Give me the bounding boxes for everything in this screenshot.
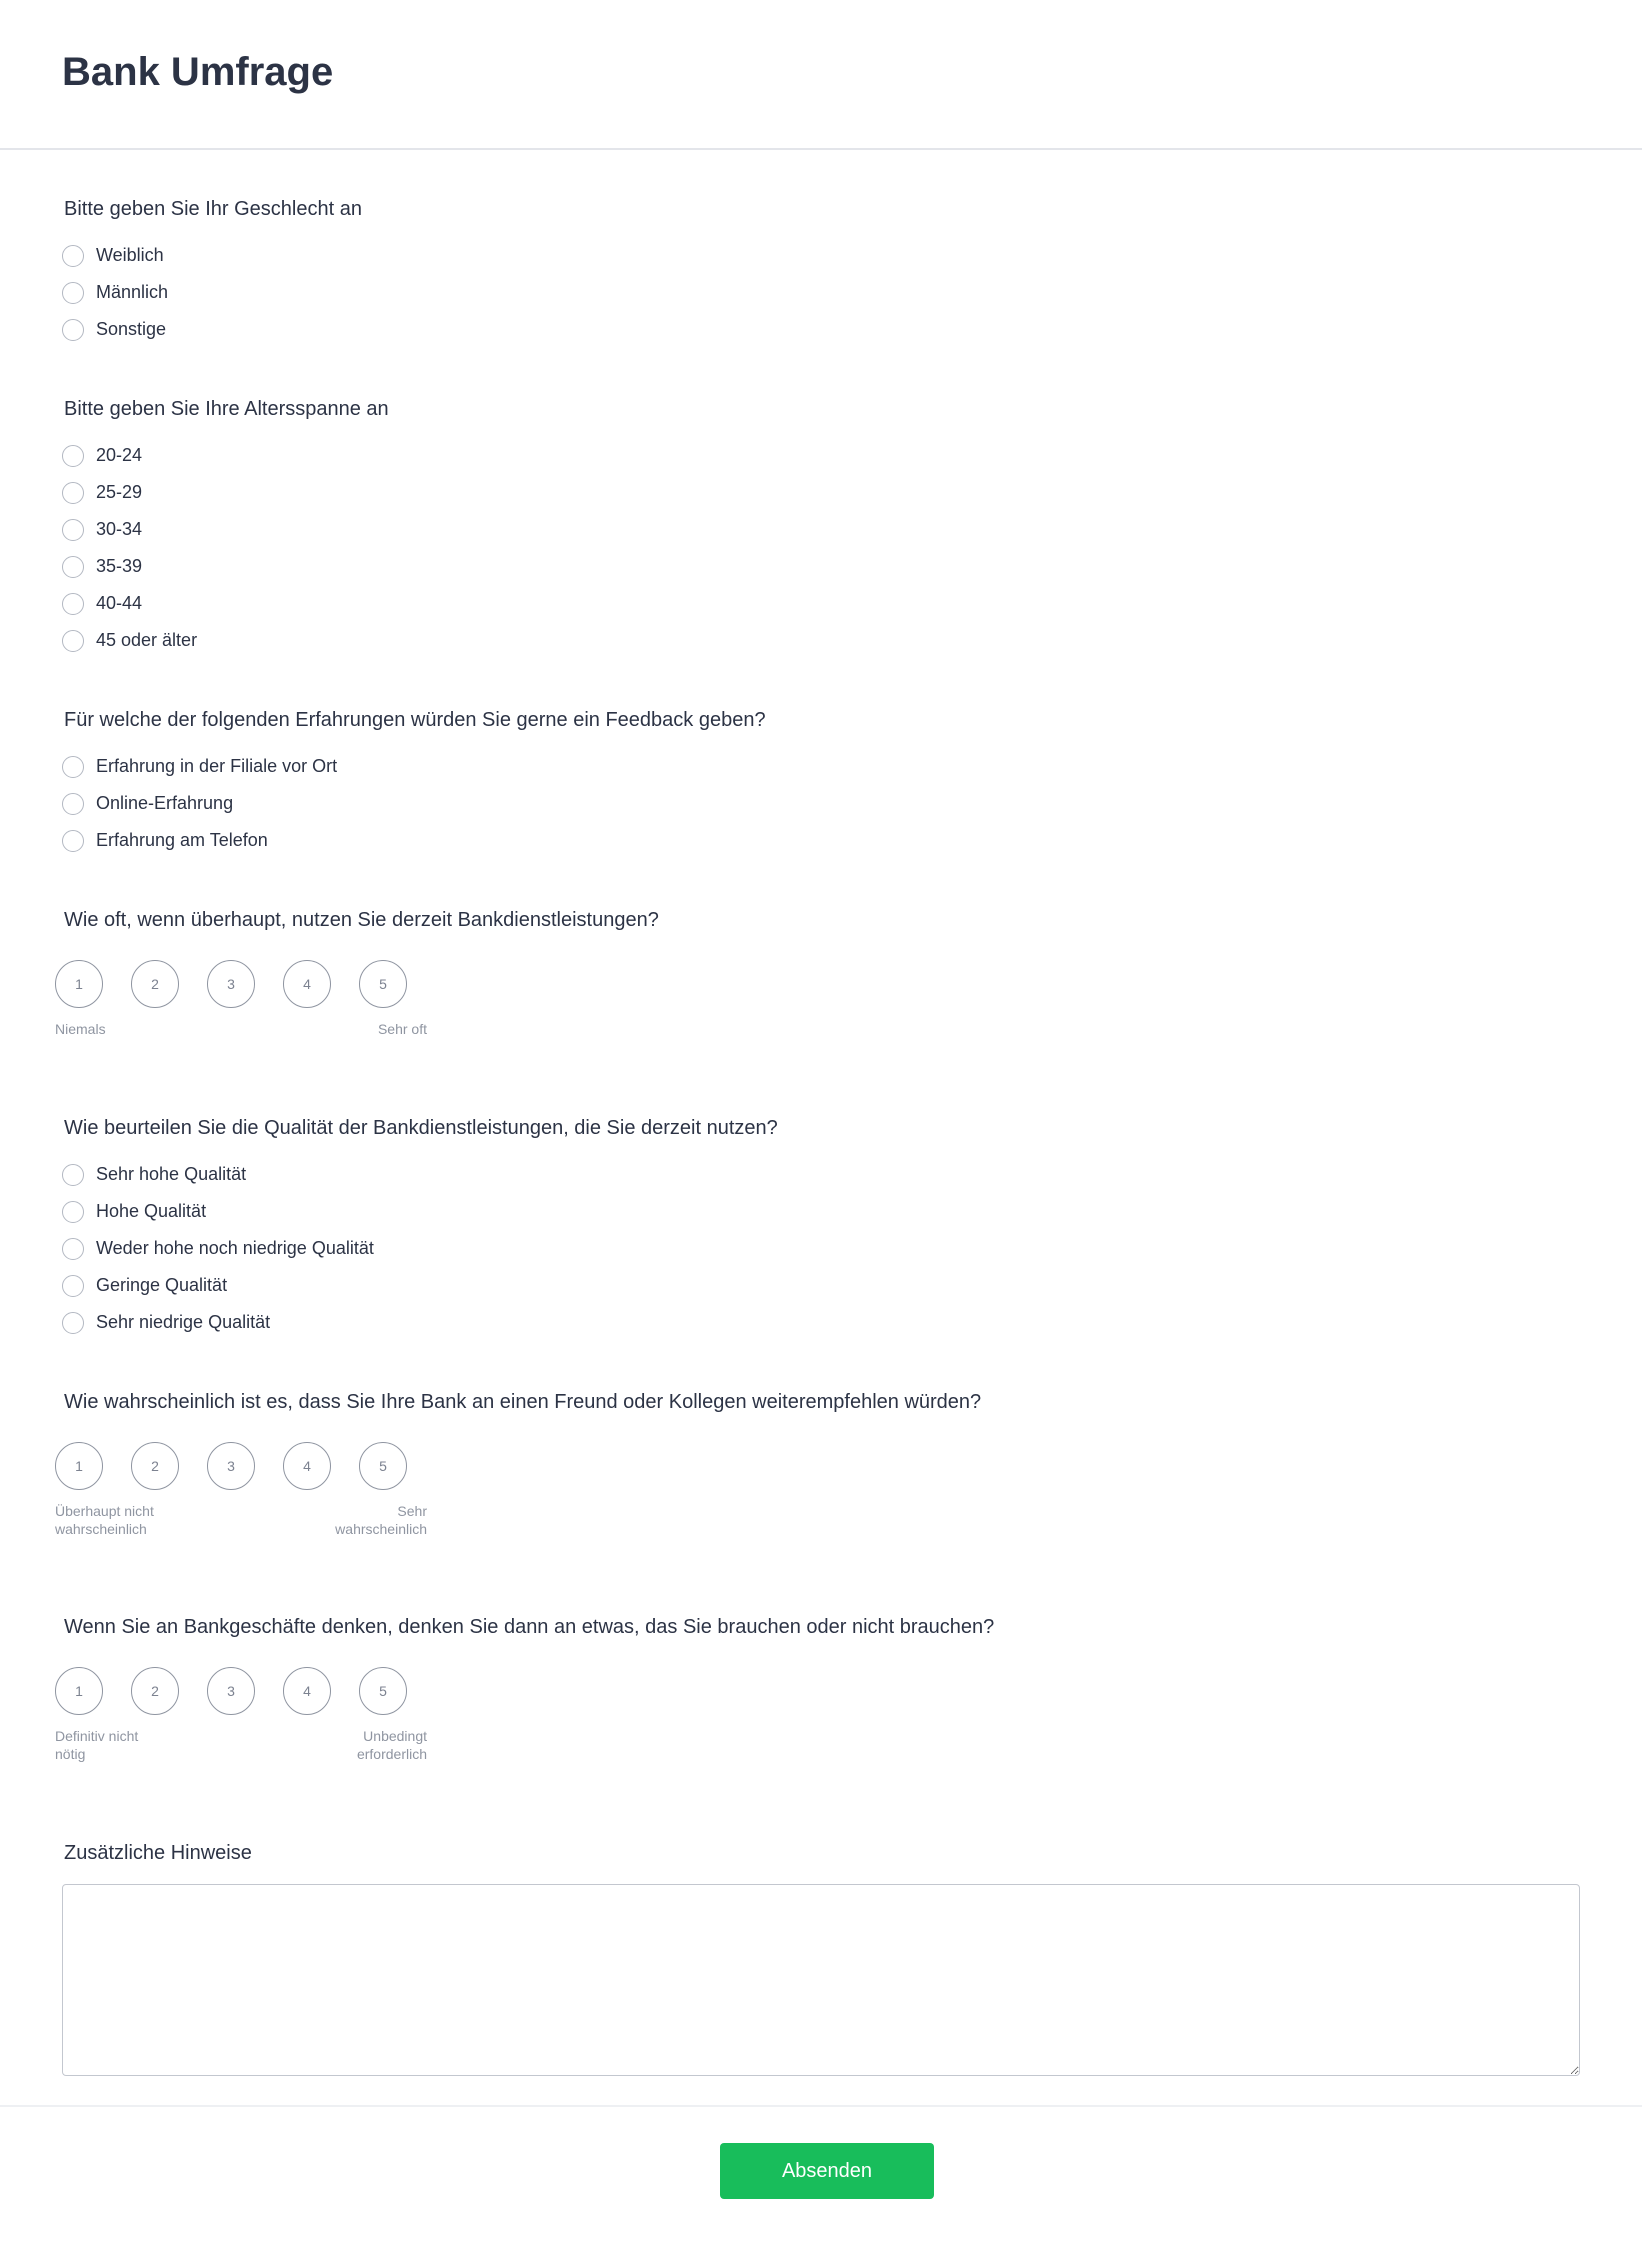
rating-scale — [55, 1442, 425, 1542]
scale-option-3[interactable]: 3 — [207, 1442, 255, 1490]
scale-option-3[interactable]: 3 — [207, 960, 255, 1008]
radio-button[interactable] — [62, 445, 84, 467]
radio-button[interactable] — [62, 593, 84, 615]
experience-option[interactable]: Online-Erfahrung — [62, 785, 766, 822]
age-option[interactable]: 40-44 — [62, 585, 389, 622]
radio-button[interactable] — [62, 793, 84, 815]
radio-button[interactable] — [62, 1164, 84, 1186]
radio-button[interactable] — [62, 830, 84, 852]
form-footer — [0, 2105, 1642, 2246]
quality-option[interactable]: Sehr hohe Qualität — [62, 1156, 778, 1193]
quality-option[interactable]: Hohe Qualität — [62, 1193, 778, 1230]
notes-textarea[interactable] — [62, 1884, 1580, 2076]
question-label: Bitte geben Sie Ihr Geschlecht an — [64, 198, 362, 220]
experience-option[interactable]: Erfahrung in der Filiale vor Ort — [62, 748, 766, 785]
radio-button[interactable] — [62, 319, 84, 341]
form-title: Bank Umfrage — [62, 50, 334, 94]
gender-option-maennlich[interactable]: Männlich — [62, 274, 362, 311]
radio-button[interactable] — [62, 1238, 84, 1260]
scale-option-1[interactable]: 1 — [55, 1442, 103, 1490]
question-gender — [62, 198, 362, 348]
radio-button[interactable] — [62, 556, 84, 578]
scale-min-label: Niemals — [55, 1021, 106, 1037]
question-quality — [62, 1117, 778, 1341]
scale-option-4[interactable]: 4 — [283, 1667, 331, 1715]
scale-min-label: Definitiv nicht nötig — [55, 1728, 139, 1762]
radio-button[interactable] — [62, 1312, 84, 1334]
experience-option[interactable]: Erfahrung am Telefon — [62, 822, 766, 859]
radio-button[interactable] — [62, 756, 84, 778]
rating-scale — [55, 1667, 425, 1767]
gender-option-weiblich[interactable]: Weiblich — [62, 237, 362, 274]
scale-option-4[interactable]: 4 — [283, 960, 331, 1008]
question-label: Bitte geben Sie Ihre Altersspanne an — [64, 398, 389, 420]
age-option[interactable]: 25-29 — [62, 474, 389, 511]
scale-option-2[interactable]: 2 — [131, 960, 179, 1008]
radio-button[interactable] — [62, 630, 84, 652]
scale-option-3[interactable]: 3 — [207, 1667, 255, 1715]
question-label: Wie beurteilen Sie die Qualität der Bankdienstleistungen, die Sie derzeit nutzen? — [64, 1117, 778, 1139]
scale-max-label: Sehr oft — [377, 1021, 427, 1037]
radio-button[interactable] — [62, 282, 84, 304]
question-label: Zusätzliche Hinweise — [64, 1842, 252, 1864]
scale-max-label: Unbedingt erforderlich — [356, 1728, 427, 1762]
radio-button[interactable] — [62, 1201, 84, 1223]
scale-option-5[interactable]: 5 — [359, 1442, 407, 1490]
question-age — [62, 398, 389, 659]
radio-button[interactable] — [62, 519, 84, 541]
scale-option-2[interactable]: 2 — [131, 1442, 179, 1490]
quality-option[interactable]: Weder hohe noch niedrige Qualität — [62, 1230, 778, 1267]
age-option[interactable]: 20-24 — [62, 437, 389, 474]
scale-option-1[interactable]: 1 — [55, 1667, 103, 1715]
submit-button[interactable]: Absenden — [720, 2143, 934, 2199]
age-option[interactable]: 45 oder älter — [62, 622, 389, 659]
scale-min-label: Überhaupt nicht wahrscheinlich — [55, 1503, 154, 1537]
scale-option-2[interactable]: 2 — [131, 1667, 179, 1715]
scale-option-5[interactable]: 5 — [359, 1667, 407, 1715]
radio-button[interactable] — [62, 1275, 84, 1297]
quality-option[interactable]: Sehr niedrige Qualität — [62, 1304, 778, 1341]
radio-button[interactable] — [62, 482, 84, 504]
question-notes — [62, 1842, 252, 1865]
question-need — [55, 1616, 995, 1767]
question-label: Wenn Sie an Bankgeschäfte denken, denken Sie dann an etwas, das Sie brauchen oder nicht brauchen? — [64, 1616, 995, 1638]
rating-scale — [55, 960, 425, 1060]
quality-option[interactable]: Geringe Qualität — [62, 1267, 778, 1304]
scale-option-1[interactable]: 1 — [55, 960, 103, 1008]
scale-option-4[interactable]: 4 — [283, 1442, 331, 1490]
question-label: Wie oft, wenn überhaupt, nutzen Sie derzeit Bankdienstleistungen? — [64, 909, 659, 931]
radio-button[interactable] — [62, 245, 84, 267]
form-header — [0, 0, 1642, 150]
age-option[interactable]: 30-34 — [62, 511, 389, 548]
question-recommend — [55, 1391, 982, 1542]
question-label: Für welche der folgenden Erfahrungen würden Sie gerne ein Feedback geben? — [64, 709, 766, 731]
question-label: Wie wahrscheinlich ist es, dass Sie Ihre Bank an einen Freund oder Kollegen weiterempfehlen würden? — [64, 1391, 982, 1413]
gender-option-sonstige[interactable]: Sonstige — [62, 311, 362, 348]
question-frequency — [55, 909, 659, 1060]
scale-option-5[interactable]: 5 — [359, 960, 407, 1008]
scale-max-label: Sehr wahrscheinlich — [335, 1503, 427, 1537]
question-experience — [62, 709, 766, 859]
age-option[interactable]: 35-39 — [62, 548, 389, 585]
